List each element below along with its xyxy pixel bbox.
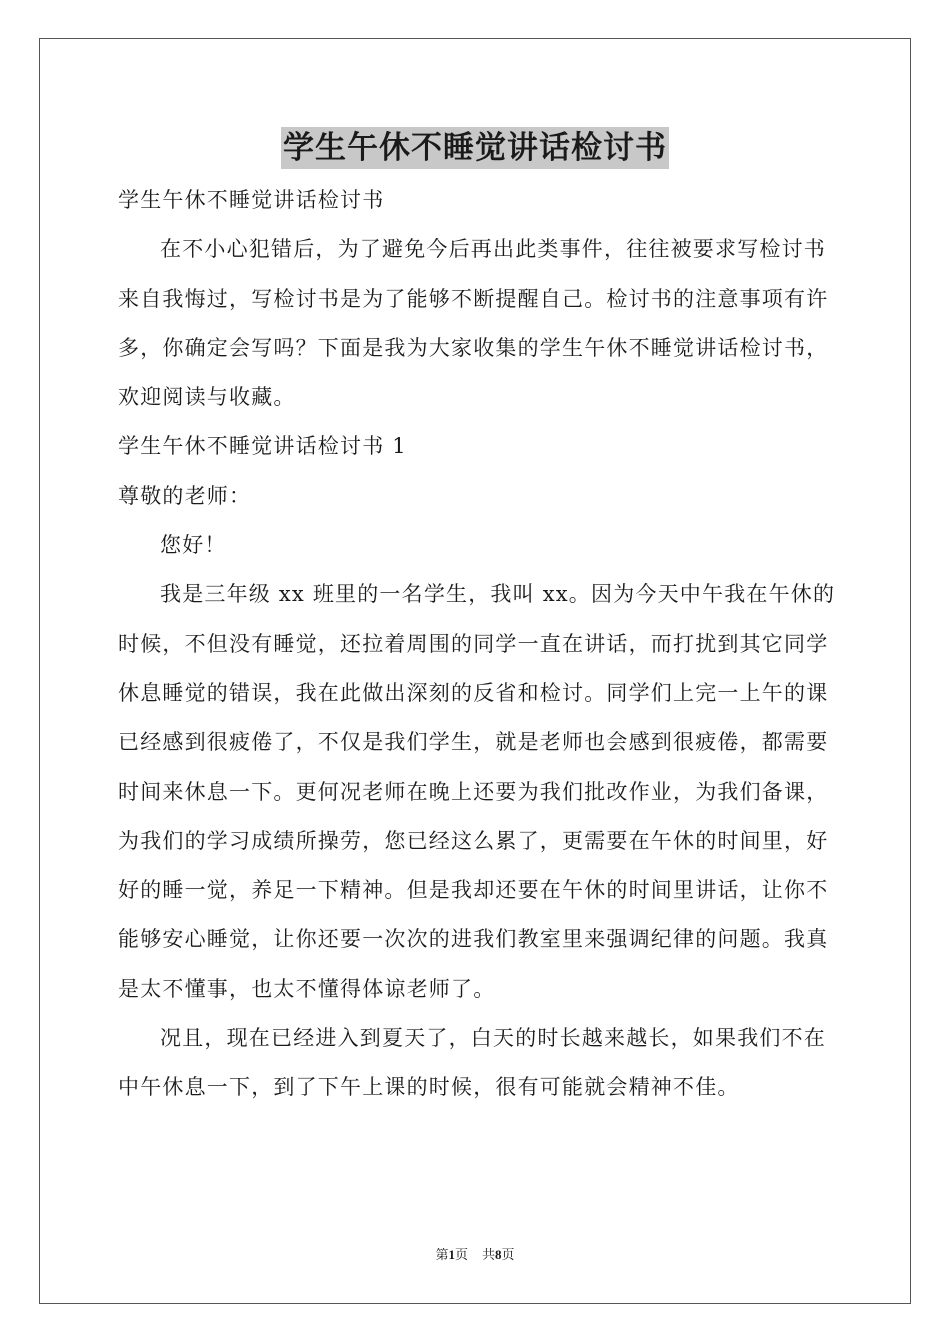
paragraph: 我是三年级 xx 班里的一名学生，我叫 xx。因为今天中午我在午休的时候，不但没有睡觉，还拉着周围的同学一直在讲话，而打扰到其它同学休息睡觉的错误，我在此做出深刻的反省和检讨。同学们上完一上午的课已经感到很疲倦了，不仅是我们学生，就是老师也会感到很疲倦，都需要时间来休息一下。更何况老师在晚上还要为我们批改作业，为我们备课，为我们的学习成绩所操劳，您已经这么累了，更需要在午休的时间里，好好的睡一觉，养足一下精神。但是我却还要在午休的时间里讲话，让你不能够安心睡觉，让你还要一次次的进我们教室里来强调纪律的问题。我真是太不懂事，也太不懂得体谅老师了。 [118, 582, 836, 1001]
paragraph: 在不小心犯错后，为了避免今后再出此类事件，往往被要求写检讨书来自我悔过，写检讨书是为了能够不断提醒自己。检讨书的注意事项有许多，你确定会写吗？下面是我为大家收集的学生午休不睡觉讲话检讨书，欢迎阅读与收藏。 [118, 237, 829, 410]
paragraph: 您好！ [160, 533, 227, 558]
current-page-number: 1 [448, 1247, 455, 1262]
total-page-count: 8 [495, 1247, 502, 1262]
document-body [118, 176, 836, 1113]
paragraph: 尊敬的老师： [118, 483, 252, 508]
paragraph: 况且，现在已经进入到夏天了，白天的时长越来越长，如果我们不在中午休息一下，到了下午上课的时候，很有可能就会精神不佳。 [118, 1026, 826, 1100]
footer-total-suffix: 页 [501, 1247, 515, 1262]
paragraph: 学生午休不睡觉讲话检讨书 [118, 188, 385, 212]
footer-page-suffix: 页 [454, 1247, 468, 1262]
title-container [0, 127, 950, 169]
paragraph: 学生午休不睡觉讲话检讨书 1 [118, 434, 407, 459]
footer-prefix: 第 [435, 1247, 449, 1262]
document-title: 学生午休不睡觉讲话检讨书 [281, 127, 669, 169]
page-footer [0, 1246, 950, 1264]
footer-total-prefix: 共 [482, 1247, 496, 1262]
